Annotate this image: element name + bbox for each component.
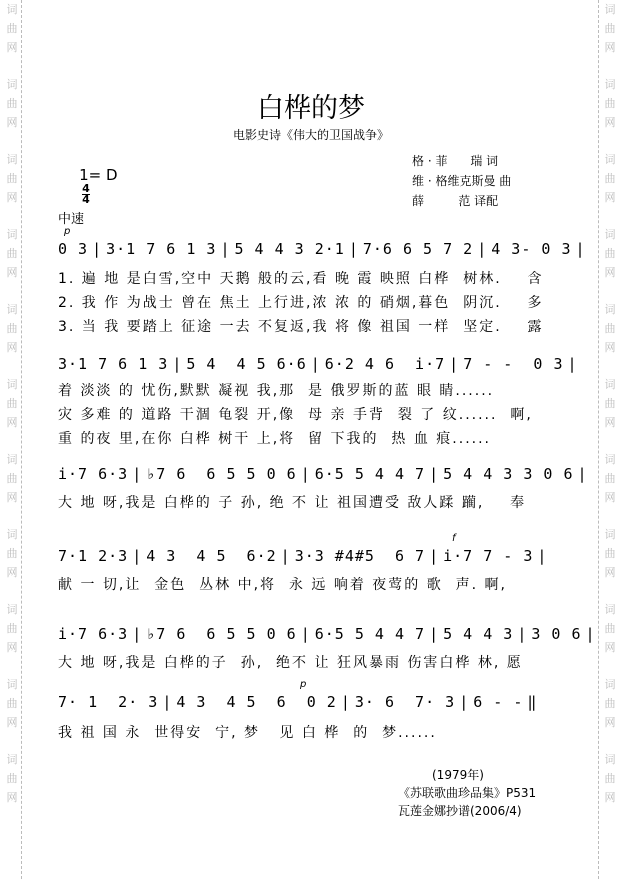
barline: | [517, 625, 528, 643]
measure: 0 3 [58, 240, 89, 258]
watermark-char: 曲 [604, 397, 616, 410]
watermark-gap [2, 507, 22, 525]
measure: 4 3- 0 3 [491, 240, 572, 258]
watermark-gap [600, 357, 620, 375]
watermark-char: 曲 [6, 247, 18, 260]
lyric-line: 重 的夜 里,在你 白桦 树干 上,将 留 下我的 热 血 痕...... [58, 431, 492, 447]
watermark-char: 词 [604, 3, 616, 16]
watermark-char: 词 [604, 228, 616, 241]
barline: | [162, 693, 173, 711]
time-signature [82, 184, 90, 205]
watermark-gap [600, 432, 620, 450]
credit-translation: 薛 范 译配 [412, 194, 499, 208]
watermark-char: 曲 [604, 697, 616, 710]
watermark-gap [2, 582, 22, 600]
lyric-line: 我 祖 国 永 世得安 宁, 梦 见 白 桦 的 梦...... [58, 725, 437, 741]
watermark-char: 词 [6, 753, 18, 766]
notation-line [58, 240, 590, 258]
watermark-gap [600, 582, 620, 600]
watermark-char: 曲 [6, 772, 18, 785]
watermark-char: 曲 [604, 772, 616, 785]
watermark-gap [600, 507, 620, 525]
song-subtitle: 电影史诗《伟大的卫国战争》 [232, 128, 389, 142]
watermark-char: 词 [6, 678, 18, 691]
watermark-char: 网 [604, 116, 616, 129]
footer-source: 《苏联歌曲珍品集》P531 [398, 786, 537, 800]
barline: | [577, 465, 588, 483]
watermark-char: 词 [6, 78, 18, 91]
watermark-char: 网 [6, 791, 18, 804]
watermark-char: 词 [604, 528, 616, 541]
watermark-char: 网 [6, 491, 18, 504]
lyric-line: 灾 多难 的 道路 干涸 龟裂 开,像 母 亲 手背 裂 了 纹...... 啊, [58, 407, 533, 423]
watermark-char: 曲 [604, 622, 616, 635]
measure: 7·1 2·3 [58, 547, 129, 565]
watermark-char: 网 [604, 566, 616, 579]
watermark-char: 网 [604, 341, 616, 354]
barline: | [429, 625, 440, 643]
measure: 5 4 4 5 6·6 [186, 355, 307, 373]
barline: | [280, 547, 291, 565]
watermark-char: 词 [6, 453, 18, 466]
watermark-char: 曲 [6, 397, 18, 410]
lyric-line: 着 淡淡 的 忧伤,默默 凝视 我,那 是 俄罗斯的蓝 眼 睛...... [58, 383, 495, 399]
barline: | [477, 240, 488, 258]
watermark-char: 网 [604, 791, 616, 804]
measure: 5 4 4 3 2·1 [234, 240, 345, 258]
watermark-char: 曲 [6, 697, 18, 710]
watermark-char: 网 [604, 416, 616, 429]
barline: | [585, 625, 596, 643]
watermark-char: 网 [6, 416, 18, 429]
watermark-char: 词 [6, 303, 18, 316]
watermark-gap [600, 807, 620, 825]
barline: | [567, 355, 578, 373]
watermark-char: 网 [6, 641, 18, 654]
watermark-gap [2, 657, 22, 675]
watermark-char: 词 [6, 603, 18, 616]
song-title: 白桦的梦 [257, 93, 365, 124]
measure: 3·1 7 6 1 3 [106, 240, 217, 258]
notation-line [58, 355, 582, 373]
notation-line [58, 465, 592, 483]
dynamic-marking: f [452, 533, 456, 544]
watermark-gap [2, 207, 22, 225]
notation-line [58, 625, 600, 643]
lyric-line: 2. 我 作 为战士 曾在 焦土 上行进,浓 浓 的 硝烟,暮色 阴沉. 多 [58, 295, 544, 311]
watermark-char: 词 [604, 303, 616, 316]
watermark-char: 曲 [6, 22, 18, 35]
watermark-char: 词 [6, 378, 18, 391]
lyric-line: 献 一 切,让 金色 丛林 中,将 永 远 响着 夜莺的 歌 声. 啊, [58, 577, 508, 593]
barline: | [92, 240, 103, 258]
measure: 5 4 4 3 3 0 6 [443, 465, 574, 483]
watermark-gap [600, 657, 620, 675]
watermark-char: 曲 [6, 622, 18, 635]
measure: 6·5 5 4 4 7 [314, 625, 426, 643]
lyric-line: 1. 遍 地 是白雪,空中 天鹅 般的云,看 晚 霞 映照 白桦 树林. 含 [58, 271, 544, 287]
barline: | [220, 240, 231, 258]
measure: 6·5 5 4 4 7 [314, 465, 426, 483]
measure: 3· 6 7· 3 [354, 693, 456, 711]
watermark-char: 曲 [604, 472, 616, 485]
measure: 7·6 6 5 7 2 [362, 240, 474, 258]
measure: i·7 6·3 [58, 465, 129, 483]
lyric-line: 3. 当 我 要踏上 征途 一去 不复返,我 将 像 祖国 一样 坚定. 露 [58, 319, 544, 335]
watermark-char: 词 [604, 603, 616, 616]
barline: | [132, 465, 143, 483]
watermark-char: 网 [6, 341, 18, 354]
barline: | [132, 547, 143, 565]
watermark-gap [2, 57, 22, 75]
watermark-char: 网 [604, 641, 616, 654]
barline: | [429, 465, 440, 483]
watermark-gap [600, 732, 620, 750]
watermark-char: 词 [6, 228, 18, 241]
watermark-char: 词 [604, 678, 616, 691]
measure: i·7 6·3 [58, 625, 129, 643]
watermark-char: 网 [6, 716, 18, 729]
lyric-line: 大 地 呀,我是 白桦的 子 孙, 绝 不 让 祖国遭受 敌人蹂 躏, 奉 [58, 495, 527, 511]
measure: 3 0 6 [531, 625, 582, 643]
barline: | [459, 693, 470, 711]
measure: 6 - - [473, 693, 524, 711]
measure: 5 4 4 3 [443, 625, 514, 643]
measure: 7· 1 2· 3 [58, 693, 159, 711]
watermark-char: 网 [604, 191, 616, 204]
watermark-char: 词 [6, 3, 18, 16]
watermark-char: 曲 [604, 247, 616, 260]
watermark-char: 曲 [6, 547, 18, 560]
watermark-gap [2, 732, 22, 750]
credit-music: 维 · 格维克斯曼 曲 [412, 174, 512, 188]
barline: | [310, 355, 321, 373]
footer-year: (1979年) [432, 768, 484, 782]
watermark-char: 曲 [604, 97, 616, 110]
credit-lyrics: 格 · 菲 瑞 词 [412, 154, 499, 168]
watermark-char: 网 [6, 266, 18, 279]
watermark-gap [2, 357, 22, 375]
watermark-char: 网 [604, 716, 616, 729]
time-top: 4 [82, 182, 90, 195]
watermark-char: 网 [6, 116, 18, 129]
measure: 4 3 4 5 6·2 [146, 547, 277, 565]
notation-line [58, 547, 551, 565]
watermark-char: 曲 [6, 472, 18, 485]
barline: | [300, 625, 311, 643]
watermark-gap [600, 207, 620, 225]
watermark-gap [2, 807, 22, 825]
measure: ♭7 6 6 5 5 0 6 [146, 625, 297, 643]
measure: i·7 7 - 3 [443, 547, 534, 565]
watermark-char: 词 [604, 753, 616, 766]
watermark-char: 词 [604, 378, 616, 391]
watermark-char: 网 [604, 491, 616, 504]
barline: | [348, 240, 359, 258]
watermark-char: 曲 [6, 97, 18, 110]
barline: | [300, 465, 311, 483]
time-bottom: 4 [82, 193, 90, 206]
watermark-char: 曲 [604, 22, 616, 35]
barline: | [575, 240, 586, 258]
footer-transcriber: 瓦莲金娜抄谱(2006/4) [398, 804, 522, 818]
watermark-gap [2, 432, 22, 450]
measure: 6·2 4 6 i·7 [324, 355, 446, 373]
barline: | [172, 355, 183, 373]
watermark-char: 词 [604, 453, 616, 466]
watermark-gap [600, 282, 620, 300]
watermark-char: 网 [6, 41, 18, 54]
measure: 4 3 4 5 6 0 2 [176, 693, 337, 711]
dynamic-marking: p [64, 226, 71, 237]
barline: ‖ [527, 693, 538, 711]
watermark-char: 曲 [604, 547, 616, 560]
watermark-char: 曲 [6, 322, 18, 335]
notation-line [58, 693, 541, 711]
measure: 3·1 7 6 1 3 [58, 355, 169, 373]
watermark-char: 词 [6, 528, 18, 541]
tempo-marking: 中速 [58, 212, 85, 227]
watermark-char: 曲 [604, 322, 616, 335]
key-label: 1= D [79, 166, 118, 184]
barline: | [537, 547, 548, 565]
watermark-gap [2, 282, 22, 300]
watermark-char: 曲 [604, 172, 616, 185]
barline: | [132, 625, 143, 643]
watermark-char: 网 [6, 566, 18, 579]
watermark-char: 词 [604, 78, 616, 91]
barline: | [429, 547, 440, 565]
watermark-char: 网 [604, 41, 616, 54]
watermark-char: 网 [6, 191, 18, 204]
watermark-char: 词 [6, 153, 18, 166]
barline: | [340, 693, 351, 711]
watermark-gap [600, 57, 620, 75]
barline: | [449, 355, 460, 373]
measure: 3·3 #4#5 6 7 [294, 547, 426, 565]
measure: ♭7 6 6 5 5 0 6 [146, 465, 297, 483]
lyric-line: 大 地 呀,我是 白桦的子 孙, 绝不 让 狂风暴雨 伤害白桦 林, 愿 [58, 655, 523, 671]
watermark-char: 网 [604, 266, 616, 279]
watermark-char: 词 [604, 153, 616, 166]
measure: 7 - - 0 3 [463, 355, 564, 373]
watermark-char: 曲 [6, 172, 18, 185]
dynamic-marking: p [300, 679, 307, 690]
